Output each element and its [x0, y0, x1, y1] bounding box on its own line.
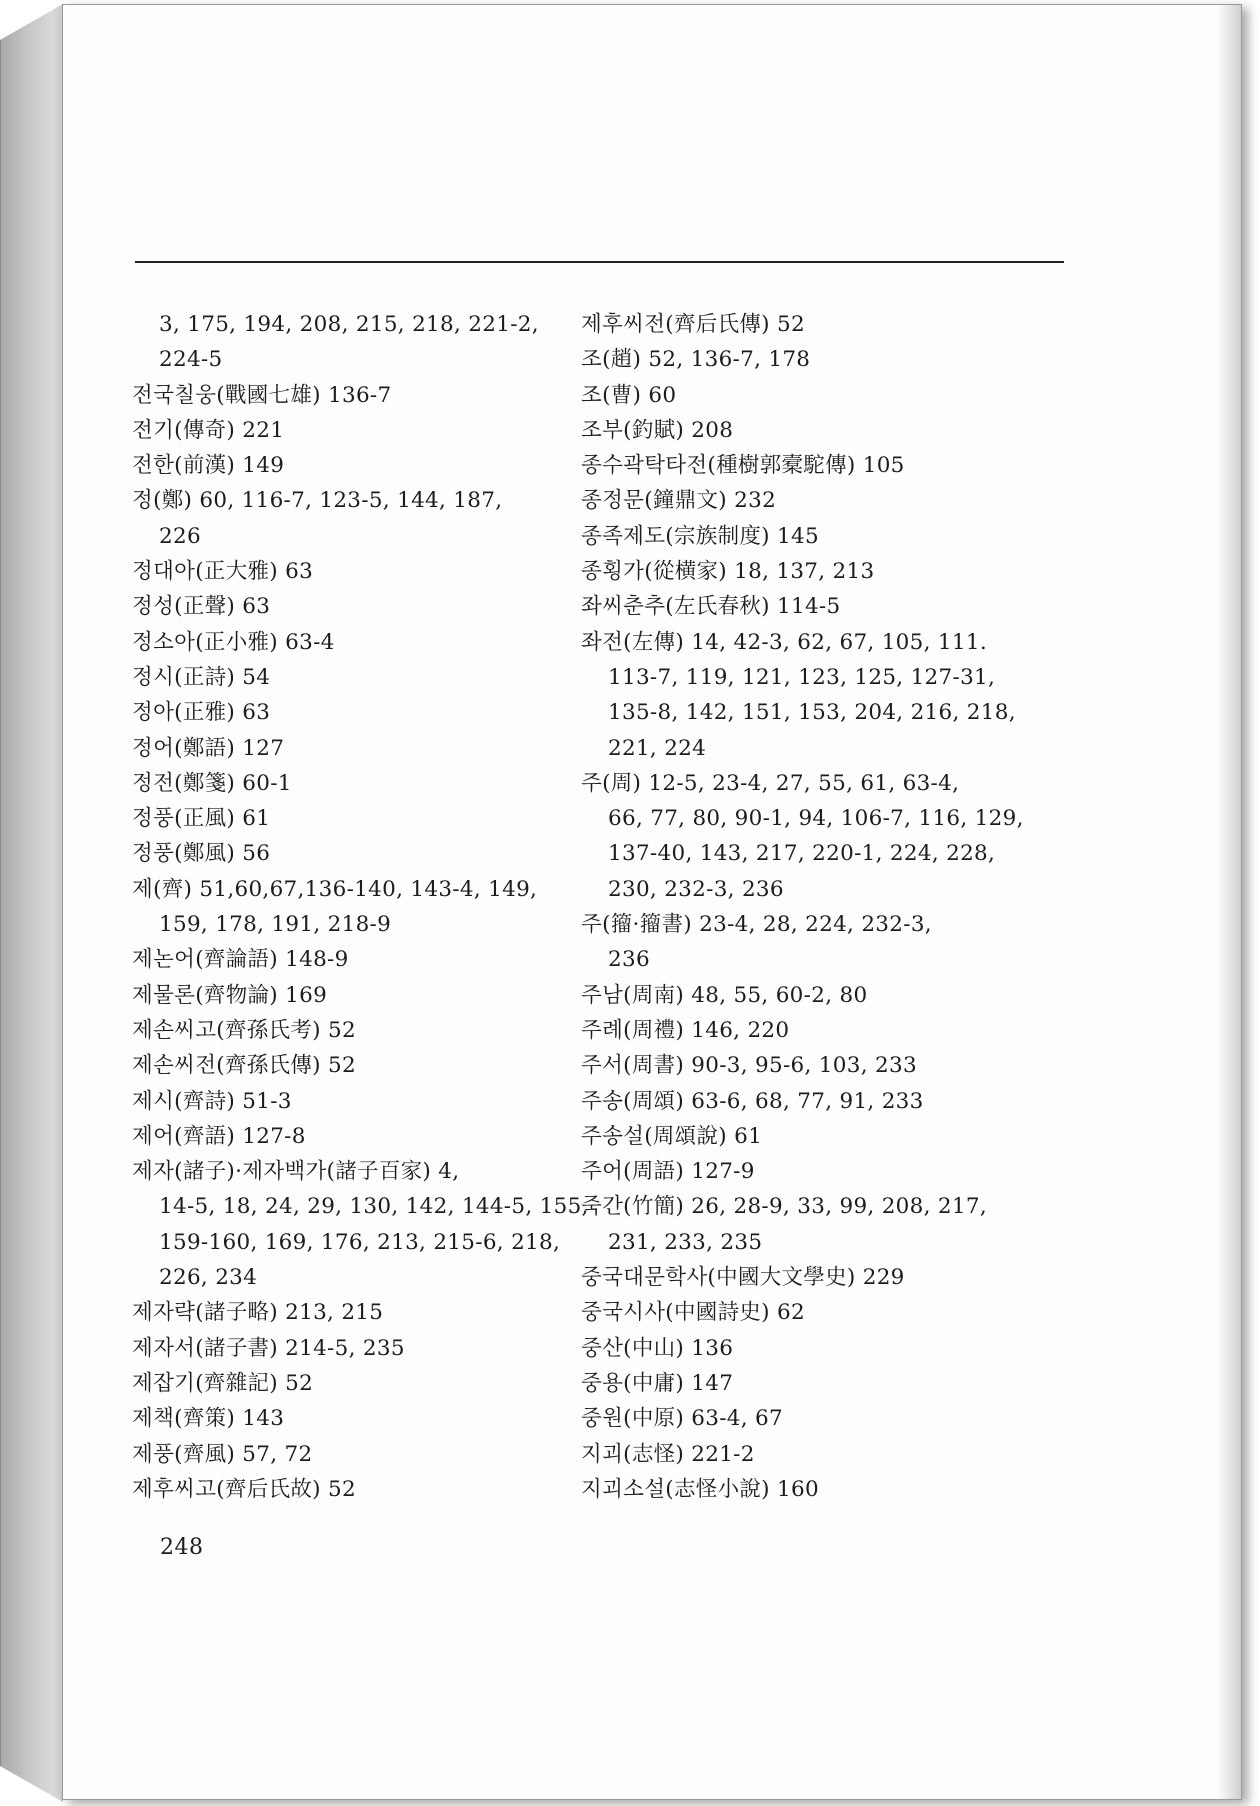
- index-entry: 정대아(正大雅) 63: [132, 559, 314, 585]
- index-entry: 제자서(諸子書) 214-5, 235: [132, 1335, 405, 1361]
- index-entry: 정풍(正風) 61: [132, 806, 271, 832]
- index-entry: 중원(中原) 63-4, 67: [581, 1406, 783, 1432]
- index-entry: 제손씨고(齊孫氏考) 52: [132, 1017, 356, 1043]
- index-entry-continuation: 159-160, 169, 176, 213, 215-6, 218,: [159, 1229, 561, 1255]
- index-entry: 주례(周禮) 146, 220: [581, 1017, 790, 1043]
- index-entry: 정소아(正小雅) 63-4: [132, 629, 335, 655]
- index-entry: 정전(鄭箋) 60-1: [132, 770, 292, 796]
- index-entry: 정아(正雅) 63: [132, 700, 271, 726]
- index-entry: 주(籀·籀書) 23-4, 28, 224, 232-3,: [581, 912, 932, 938]
- index-entry: 중산(中山) 136: [581, 1335, 734, 1361]
- index-entry-continuation: 230, 232-3, 236: [608, 876, 784, 902]
- page-number: 248: [160, 1535, 204, 1560]
- index-entry-continuation: 3, 175, 194, 208, 215, 218, 221-2,: [159, 312, 539, 337]
- index-entry: 좌전(左傳) 14, 42-3, 62, 67, 105, 111.: [581, 629, 987, 655]
- index-entry: 주송(周頌) 63-6, 68, 77, 91, 233: [581, 1088, 924, 1114]
- index-entry: 제시(齊詩) 51-3: [132, 1088, 292, 1114]
- index-entry-continuation: 113-7, 119, 121, 123, 125, 127-31,: [608, 664, 996, 690]
- index-entry: 정풍(鄭風) 56: [132, 841, 271, 867]
- index-entry-continuation: 226, 234: [159, 1265, 258, 1291]
- index-entry-continuation: 137-40, 143, 217, 220-1, 224, 228,: [608, 841, 996, 867]
- index-entry-continuation: 236: [608, 947, 650, 973]
- index-entry: 종족제도(宗族制度) 145: [581, 523, 819, 549]
- index-entry: 중국대문학사(中國大文學史) 229: [581, 1265, 905, 1291]
- index-entry: 주서(周書) 90-3, 95-6, 103, 233: [581, 1053, 917, 1079]
- header-rule: [135, 261, 1064, 263]
- index-entry: 조(趙) 52, 136-7, 178: [581, 347, 811, 373]
- index-entry: 제자(諸子)·제자백가(諸子百家) 4,: [132, 1159, 460, 1185]
- index-entry: 제잡기(齊雜記) 52: [132, 1370, 314, 1396]
- index-entry-continuation: 135-8, 142, 151, 153, 204, 216, 218,: [608, 700, 1016, 726]
- index-entry: 지괴소설(志怪小說) 160: [581, 1476, 819, 1502]
- index-entry: 지괴(志怪) 221-2: [581, 1441, 755, 1467]
- index-entry-continuation: 231, 233, 235: [608, 1229, 763, 1255]
- index-entry: 주(周) 12-5, 23-4, 27, 55, 61, 63-4,: [581, 770, 960, 796]
- index-entry: 정(鄭) 60, 116-7, 123-5, 144, 187,: [132, 488, 503, 514]
- page-edge-shadow: [1217, 5, 1241, 1799]
- index-entry-continuation: 226: [159, 523, 201, 549]
- index-entry: 정성(正聲) 63: [132, 594, 271, 620]
- index-entry: 제후씨고(齊后氏故) 52: [132, 1476, 356, 1502]
- index-column-right: [581, 307, 1081, 1507]
- index-entry-continuation: 221, 224: [608, 735, 707, 761]
- index-entry: 조(曹) 60: [581, 382, 677, 408]
- index-entry: 정어(鄭語) 127: [132, 735, 285, 761]
- index-entry: 제물론(齊物論) 169: [132, 982, 328, 1008]
- index-entry: 정시(正詩) 54: [132, 664, 271, 690]
- book-spine: [0, 4, 63, 1802]
- index-entry: 종수곽탁타전(種樹郭槖駝傳) 105: [581, 453, 905, 479]
- index-entry: 전한(前漢) 149: [132, 453, 285, 479]
- index-column-left: [132, 307, 589, 1507]
- index-entry: 주어(周語) 127-9: [581, 1159, 755, 1185]
- index-entry: 종정문(鐘鼎文) 232: [581, 488, 777, 514]
- index-entry: 전국칠웅(戰國七雄) 136-7: [132, 382, 392, 408]
- index-entry: 조부(釣賦) 208: [581, 417, 734, 443]
- index-entry: 주송설(周頌說) 61: [581, 1123, 763, 1149]
- index-entry: 좌씨춘추(左氏春秋) 114-5: [581, 594, 841, 620]
- index-entry: 제손씨전(齊孫氏傳) 52: [132, 1053, 356, 1079]
- index-entry: 주남(周南) 48, 55, 60-2, 80: [581, 982, 868, 1008]
- index-entry: 제자략(諸子略) 213, 215: [132, 1300, 384, 1326]
- index-entry: 제(齊) 51,60,67,136-140, 143-4, 149,: [132, 876, 538, 902]
- index-entry-continuation: 66, 77, 80, 90-1, 94, 106-7, 116, 129,: [608, 806, 1024, 832]
- index-entry: 제논어(齊論語) 148-9: [132, 947, 349, 973]
- index-entry-continuation: 224-5: [159, 347, 223, 373]
- index-entry: 전기(傳奇) 221: [132, 417, 285, 443]
- index-entry-continuation: 14-5, 18, 24, 29, 130, 142, 144-5, 155,: [159, 1194, 589, 1220]
- index-entry: 제책(齊策) 143: [132, 1406, 285, 1432]
- index-entry: 중국시사(中國詩史) 62: [581, 1300, 805, 1326]
- index-entry: 제후씨전(齊后氏傳) 52: [581, 312, 805, 337]
- index-entry: 제풍(齊風) 57, 72: [132, 1441, 313, 1467]
- index-entry-continuation: 159, 178, 191, 218-9: [159, 912, 392, 938]
- index-entry: 죽간(竹簡) 26, 28-9, 33, 99, 208, 217,: [581, 1194, 987, 1220]
- index-entry: 제어(齊語) 127-8: [132, 1123, 306, 1149]
- index-entry: 중용(中庸) 147: [581, 1370, 734, 1396]
- index-entry: 종횡가(從横家) 18, 137, 213: [581, 559, 875, 585]
